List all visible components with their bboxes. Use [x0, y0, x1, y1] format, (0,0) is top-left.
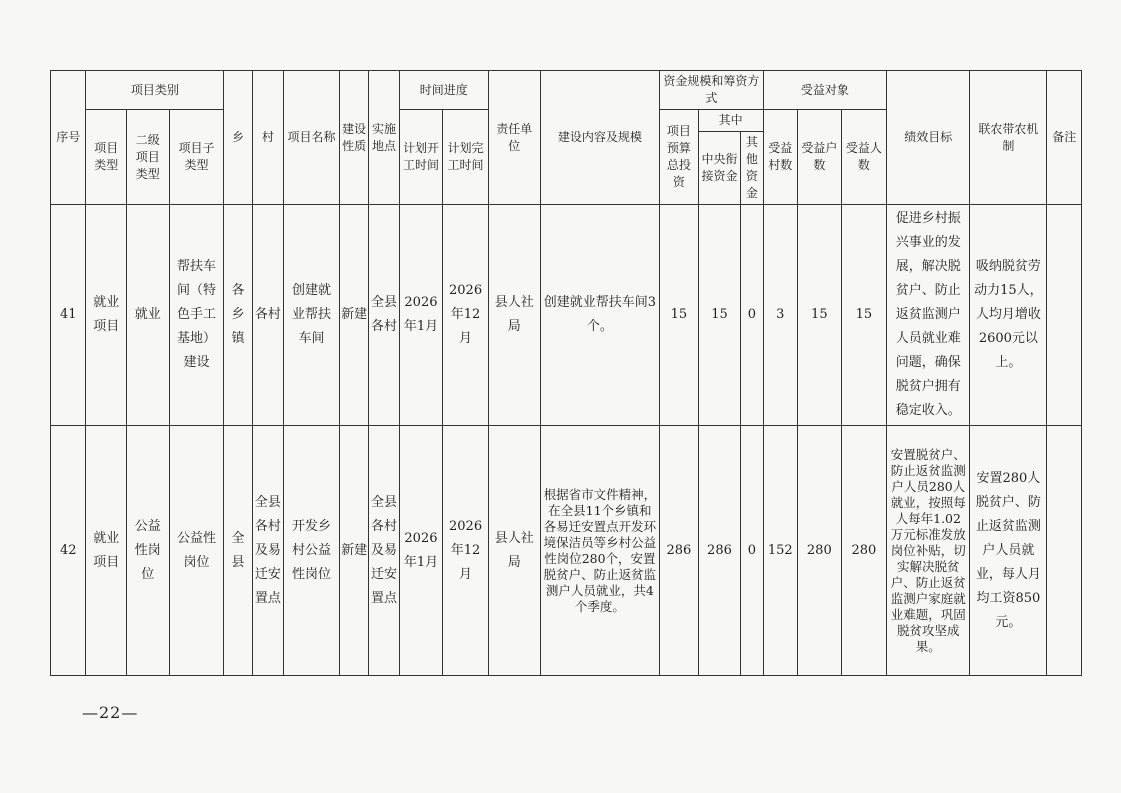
cell-village: 全县各村及易迁安置点 [252, 426, 283, 676]
cell-village: 各村 [252, 205, 283, 426]
header-central-funds: 中央衔接资金 [698, 132, 741, 205]
cell-secondary-type: 就业 [127, 205, 170, 426]
header-start-time: 计划开工时间 [399, 110, 443, 205]
cell-benefit-people: 280 [841, 426, 887, 676]
cell-location: 全县各村 [369, 205, 399, 426]
cell-construction-nature: 新建 [339, 205, 368, 426]
cell-secondary-type: 公益性岗位 [127, 426, 170, 676]
header-township: 乡 [224, 71, 252, 205]
cell-responsible-unit: 县人社局 [488, 426, 540, 676]
header-category-group: 项目类别 [86, 71, 224, 110]
cell-other-funds: 0 [741, 426, 763, 676]
header-location: 实施地点 [369, 71, 399, 205]
cell-project-type: 就业项目 [86, 205, 127, 426]
header-linkage-mechanism: 联农带农机制 [970, 71, 1047, 205]
cell-central-funds: 15 [698, 205, 741, 426]
header-benefit-villages: 受益村数 [763, 110, 797, 205]
header-project-type: 项目类型 [86, 110, 127, 205]
cell-remarks [1047, 426, 1082, 676]
cell-township: 各乡镇 [224, 205, 252, 426]
cell-responsible-unit: 县人社局 [488, 205, 540, 426]
cell-central-funds: 286 [698, 426, 741, 676]
cell-remarks [1047, 205, 1082, 426]
cell-linkage-mechanism: 吸纳脱贫劳动力15人，人均月增收2600元以上。 [970, 205, 1047, 426]
cell-benefit-villages: 3 [763, 205, 797, 426]
cell-project-name: 创建就业帮扶车间 [284, 205, 340, 426]
cell-seq: 41 [51, 205, 86, 426]
cell-performance-target: 促进乡村振兴事业的发展，解决脱贫户、防止返贫监测户人员就业难问题，确保脱贫户拥有稳定收入。 [887, 205, 970, 426]
cell-township: 全县 [224, 426, 252, 676]
cell-other-funds: 0 [741, 205, 763, 426]
header-schedule-group: 时间进度 [399, 71, 488, 110]
cell-total-budget: 15 [660, 205, 699, 426]
cell-end-time: 2026年12月 [443, 205, 489, 426]
header-secondary-type: 二级项目类型 [127, 110, 170, 205]
cell-start-time: 2026年1月 [399, 205, 443, 426]
header-benefit-people: 受益人数 [841, 110, 887, 205]
header-project-name: 项目名称 [284, 71, 340, 205]
page-number: —22— [82, 703, 139, 722]
cell-seq: 42 [51, 426, 86, 676]
header-of-which: 其中 [698, 110, 763, 132]
header-benefit-households: 受益户数 [798, 110, 842, 205]
cell-linkage-mechanism: 安置280人脱贫户、防止返贫监测户人员就业，每人月均工资850元。 [970, 426, 1047, 676]
cell-total-budget: 286 [660, 426, 699, 676]
cell-benefit-households: 280 [798, 426, 842, 676]
cell-performance-target: 安置脱贫户、防止返贫监测户人员280人就业，按照每人每年1.02万元标准发放岗位补贴，切实解决脱贫户、防止返贫监测户家庭就业难题，巩固脱贫攻坚成果。 [887, 426, 970, 676]
cell-project-name: 开发乡村公益性岗位 [284, 426, 340, 676]
header-content-scale: 建设内容及规模 [540, 71, 660, 205]
header-end-time: 计划完工时间 [443, 110, 489, 205]
cell-end-time: 2026年12月 [443, 426, 489, 676]
cell-start-time: 2026年1月 [399, 426, 443, 676]
cell-benefit-villages: 152 [763, 426, 797, 676]
header-remarks: 备注 [1047, 71, 1082, 205]
cell-construction-nature: 新建 [339, 426, 368, 676]
cell-benefit-people: 15 [841, 205, 887, 426]
header-total-budget: 项目预算总投资 [660, 110, 699, 205]
project-table [50, 70, 1082, 676]
header-seq: 序号 [51, 71, 86, 205]
table-row [51, 205, 1082, 426]
header-village: 村 [252, 71, 283, 205]
header-funding-group: 资金规模和筹资方式 [660, 71, 763, 110]
header-construction-nature: 建设性质 [339, 71, 368, 205]
header-performance-target: 绩效目标 [887, 71, 970, 205]
cell-content-scale: 创建就业帮扶车间3个。 [540, 205, 660, 426]
cell-benefit-households: 15 [798, 205, 842, 426]
header-responsible-unit: 责任单位 [488, 71, 540, 205]
cell-location: 全县各村及易迁安置点 [369, 426, 399, 676]
table-row [51, 426, 1082, 676]
cell-project-type: 就业项目 [86, 426, 127, 676]
cell-sub-type: 公益性岗位 [169, 426, 224, 676]
header-other-funds: 其他资金 [741, 132, 763, 205]
cell-content-scale: 根据省市文件精神，在全县11个乡镇和各易迁安置点开发环境保洁员等乡村公益性岗位280个，安置脱贫户、防止返贫监测户人员就业，共4个季度。 [540, 426, 660, 676]
cell-sub-type: 帮扶车间（特色手工基地）建设 [169, 205, 224, 426]
header-beneficiary-group: 受益对象 [763, 71, 887, 110]
header-sub-type: 项目子类型 [169, 110, 224, 205]
